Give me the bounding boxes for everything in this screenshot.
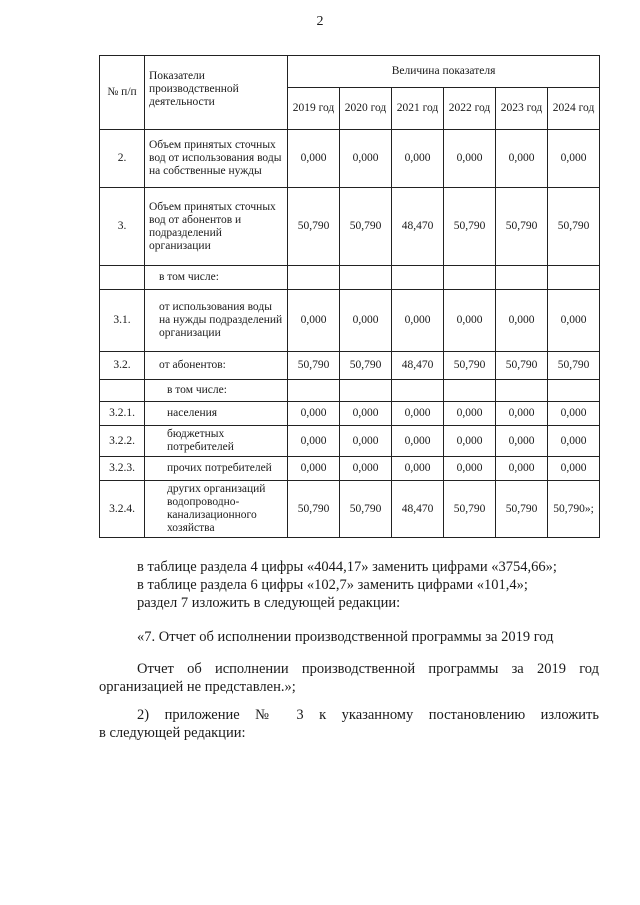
row-value: 0,000	[444, 426, 496, 457]
row-value	[444, 266, 496, 290]
table-row	[100, 402, 600, 426]
row-value: 0,000	[496, 290, 548, 352]
row-number: 3.2.1.	[100, 402, 145, 426]
header-indicator: Показатели производственной деятельности	[145, 56, 288, 130]
row-value: 50,790	[288, 188, 340, 266]
row-value: 0,000	[392, 290, 444, 352]
row-number: 2.	[100, 130, 145, 188]
row-value	[444, 380, 496, 402]
row-value: 0,000	[340, 402, 392, 426]
row-value: 0,000	[392, 130, 444, 188]
row-value: 0,000	[444, 290, 496, 352]
row-value: 50,790	[444, 352, 496, 380]
row-value: 0,000	[496, 130, 548, 188]
table-row	[100, 457, 600, 481]
row-value	[392, 380, 444, 402]
table-row	[100, 290, 600, 352]
row-value	[288, 380, 340, 402]
row-value: 50,790	[340, 188, 392, 266]
row-value: 0,000	[392, 426, 444, 457]
row-value: 0,000	[288, 402, 340, 426]
row-value	[288, 266, 340, 290]
row-number	[100, 380, 145, 402]
row-value: 0,000	[496, 426, 548, 457]
header-year: 2022 год	[444, 88, 496, 130]
header-year: 2019 год	[288, 88, 340, 130]
row-value: 50,790	[496, 188, 548, 266]
item2-paragraph	[99, 706, 599, 742]
row-value: 0,000	[288, 457, 340, 481]
row-value: 0,000	[548, 290, 600, 352]
header-year: 2020 год	[340, 88, 392, 130]
row-value: 0,000	[392, 402, 444, 426]
amendment-line: в таблице раздела 4 цифры «4044,17» заменить цифрами «3754,66»;	[137, 559, 557, 575]
indicators-table	[99, 55, 600, 538]
report-paragraph	[99, 660, 599, 696]
row-value: 0,000	[288, 426, 340, 457]
row-value: 0,000	[392, 457, 444, 481]
row-value: 50,790	[288, 481, 340, 538]
item2-line: в следующей редакции:	[99, 725, 246, 741]
table-row	[100, 352, 600, 380]
row-value: 48,470	[392, 481, 444, 538]
item2-line: 2) приложение № 3 к указанному постановлению изложить	[137, 707, 599, 723]
row-value	[496, 380, 548, 402]
row-value: 0,000	[548, 457, 600, 481]
row-indicator: от абонентов:	[145, 352, 288, 380]
row-value: 50,790	[548, 352, 600, 380]
row-value: 50,790	[496, 481, 548, 538]
row-value: 0,000	[548, 130, 600, 188]
row-indicator: бюджетных потребителей	[145, 426, 288, 457]
row-value	[340, 380, 392, 402]
header-year: 2023 год	[496, 88, 548, 130]
row-value: 0,000	[340, 457, 392, 481]
row-indicator: Объем принятых сточных вод от абонентов и подразделений организации	[145, 188, 288, 266]
row-value: 0,000	[444, 130, 496, 188]
row-value: 50,790	[496, 352, 548, 380]
row-value	[340, 266, 392, 290]
table-row	[100, 130, 600, 188]
row-value: 48,470	[392, 188, 444, 266]
amendment-line: раздел 7 изложить в следующей редакции:	[137, 595, 401, 611]
row-value: 48,470	[392, 352, 444, 380]
row-number: 3.2.	[100, 352, 145, 380]
row-value: 50,790	[340, 352, 392, 380]
row-value: 0,000	[288, 290, 340, 352]
row-value	[496, 266, 548, 290]
row-number: 3.2.2.	[100, 426, 145, 457]
table-row	[100, 380, 600, 402]
row-indicator: от использования воды на нужды подразделений организации	[145, 290, 288, 352]
row-value: 0,000	[548, 402, 600, 426]
row-number: 3.1.	[100, 290, 145, 352]
row-indicator: в том числе:	[145, 380, 288, 402]
table-row	[100, 266, 600, 290]
section7-title	[99, 628, 599, 646]
row-indicator: Объем принятых сточных вод от использования воды на собственные нужды	[145, 130, 288, 188]
row-value	[392, 266, 444, 290]
row-number: 3.2.3.	[100, 457, 145, 481]
row-value: 50,790	[444, 481, 496, 538]
row-value: 0,000	[340, 290, 392, 352]
table-row	[100, 188, 600, 266]
row-value: 0,000	[444, 457, 496, 481]
row-indicator: прочих потребителей	[145, 457, 288, 481]
row-number: 3.	[100, 188, 145, 266]
section-title-text: «7. Отчет об исполнении производственной программы за 2019 год	[137, 629, 554, 645]
header-year: 2024 год	[548, 88, 600, 130]
row-number	[100, 266, 145, 290]
header-value: Величина показателя	[288, 56, 600, 88]
row-value	[548, 380, 600, 402]
table-row	[100, 426, 600, 457]
row-value: 0,000	[288, 130, 340, 188]
row-value: 0,000	[548, 426, 600, 457]
row-value	[548, 266, 600, 290]
row-value: 0,000	[496, 402, 548, 426]
row-value: 50,790	[444, 188, 496, 266]
report-line: организацией не представлен.»;	[99, 679, 296, 695]
table-row	[100, 481, 600, 538]
row-value: 0,000	[340, 130, 392, 188]
header-year: 2021 год	[392, 88, 444, 130]
row-indicator: населения	[145, 402, 288, 426]
row-value: 0,000	[340, 426, 392, 457]
row-indicator: других организаций водопроводно-канализационного хозяйства	[145, 481, 288, 538]
row-value: 50,790»;	[548, 481, 600, 538]
row-value: 0,000	[496, 457, 548, 481]
header-num: № п/п	[100, 56, 145, 130]
report-line: Отчет об исполнении производственной программы за 2019 год	[137, 661, 599, 677]
row-value: 50,790	[288, 352, 340, 380]
page-number: 2	[316, 14, 324, 29]
row-value: 50,790	[548, 188, 600, 266]
amendments-list	[99, 558, 599, 612]
row-value: 0,000	[444, 402, 496, 426]
row-number: 3.2.4.	[100, 481, 145, 538]
amendment-line: в таблице раздела 6 цифры «102,7» заменить цифрами «101,4»;	[137, 577, 528, 593]
row-indicator: в том числе:	[145, 266, 288, 290]
row-value: 50,790	[340, 481, 392, 538]
